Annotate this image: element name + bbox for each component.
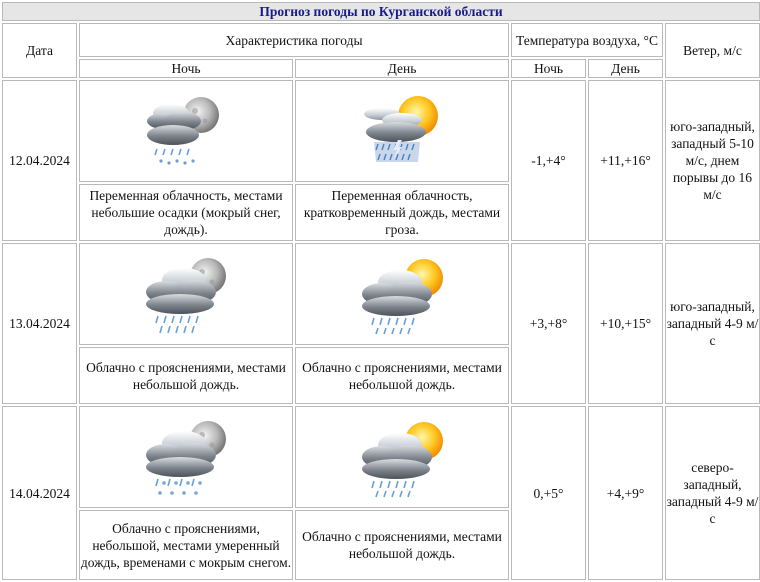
night-description: Облачно с прояснениями, небольшой, местами умеренный дождь, временами с мокрым снегом.	[79, 510, 293, 580]
sun-cloud-rain-icon	[352, 415, 452, 499]
temp-day-cell: +4,+9°	[588, 406, 663, 580]
header-temp-day: День	[588, 59, 663, 78]
date-cell: 12.04.2024	[2, 80, 77, 241]
day-description: Облачно с прояснениями, местами небольшой дождь.	[295, 347, 509, 404]
temp-night-cell: 0,+5°	[511, 406, 586, 580]
temp-night-cell: +3,+8°	[511, 243, 586, 404]
table-row	[2, 80, 760, 182]
night-icon-cell	[79, 80, 293, 182]
table-title: Прогноз погоды по Курганской области	[2, 2, 760, 21]
header-wind: Ветер, м/с	[665, 23, 760, 78]
day-description: Облачно с прояснениями, местами небольшой дождь.	[295, 510, 509, 580]
sun-cloud-thunderstorm-icon	[352, 90, 452, 172]
wind-cell: северо-западный, западный 4-9 м/с	[665, 406, 760, 580]
temp-night-cell: -1,+4°	[511, 80, 586, 241]
temp-day-cell: +11,+16°	[588, 80, 663, 241]
moon-cloud-rain-icon	[136, 252, 236, 336]
header-temp-night: Ночь	[511, 59, 586, 78]
date-cell: 13.04.2024	[2, 243, 77, 404]
header-date: Дата	[2, 23, 77, 78]
day-description: Переменная облачность, кратковременный дождь, местами гроза.	[295, 184, 509, 241]
night-icon-cell	[79, 406, 293, 508]
night-description: Облачно с прояснениями, местами небольшой дождь.	[79, 347, 293, 404]
day-icon-cell	[295, 80, 509, 182]
table-row	[2, 243, 760, 345]
night-icon-cell	[79, 243, 293, 345]
temp-day-cell: +10,+15°	[588, 243, 663, 404]
moon-cloud-rain-snow-icon	[136, 415, 236, 499]
wind-cell: юго-западный, западный 5-10 м/с, днем порывы до 16 м/с	[665, 80, 760, 241]
moon-cloud-snow-rain-icon	[141, 91, 231, 171]
table-row	[2, 406, 760, 508]
header-temperature: Температура воздуха, °C	[511, 23, 663, 57]
day-icon-cell	[295, 406, 509, 508]
night-description: Переменная облачность, местами небольшие осадки (мокрый снег, дождь).	[79, 184, 293, 241]
day-icon-cell	[295, 243, 509, 345]
wind-cell: юго-западный, западный 4-9 м/с	[665, 243, 760, 404]
date-cell: 14.04.2024	[2, 406, 77, 580]
header-night: Ночь	[79, 59, 293, 78]
sun-cloud-rain-icon	[352, 252, 452, 336]
header-characteristic: Характеристика погоды	[79, 23, 509, 57]
header-day: День	[295, 59, 509, 78]
